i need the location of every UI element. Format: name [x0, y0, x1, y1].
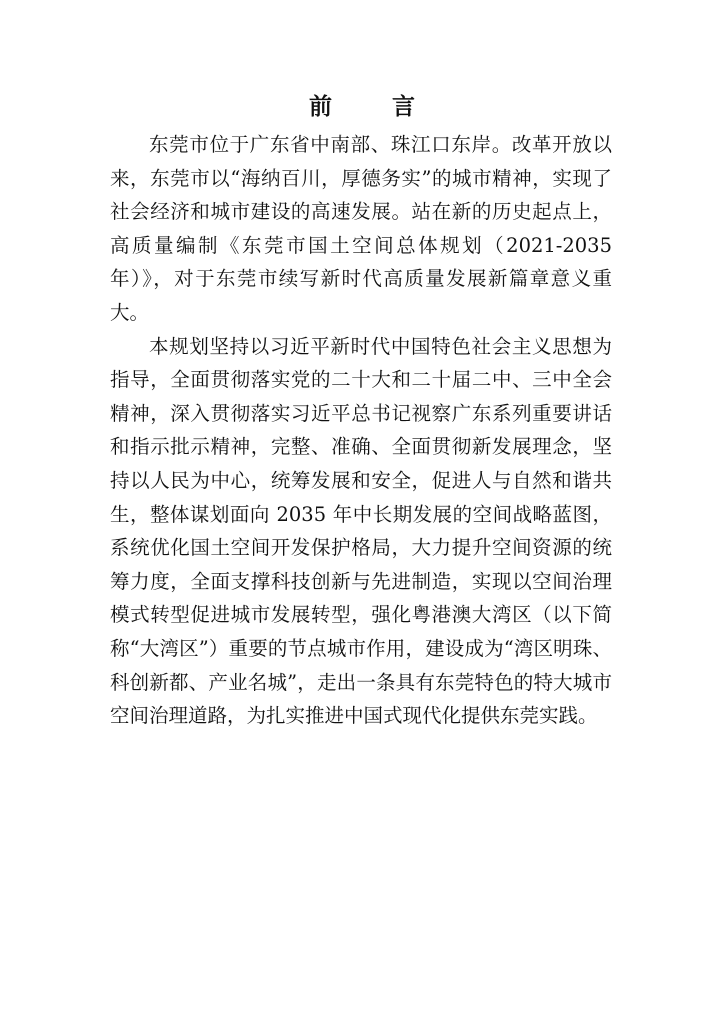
page-title: 前 言 [308, 93, 441, 120]
paragraph-planning: 本规划坚持以习近平新时代中国特色社会主义思想为指导，全面贯彻落实党的二十大和二十届二中、三中全会精神，深入贯彻落实习近平总书记视察广东系列重要讲话和指示批示精神，完整、准确、全面贯彻新发展理念，坚持以人民为中心，统筹发展和安全，促进人与自然和谐共生，整体谋划面向 2035 年中长期发展的空间战略蓝图，系统优化国土空间开发保护格局，大力提升空间资源的统筹力度，全面支撑科技创新与先进制造，实现以空间治理模式转型促进城市发展转型，强化粤港澳大湾区（以下简称“大湾区”）重要的节点城市作用，建设成为“湾区明珠、科创新都、产业名城”，走出一条具有东莞特色的特大城市空间治理道路，为扎实推进中国式现代化提供东莞实践。 [110, 334, 612, 728]
document-body [110, 128, 612, 733]
paragraph-intro: 东莞市位于广东省中南部、珠江口东岸。改革开放以来，东莞市以“海纳百川，厚德务实”的城市精神，实现了社会经济和城市建设的高速发展。站在新的历史起点上，高质量编制《东莞市国土空间总体规划（2021-2035年）》，对于东莞市续写新时代高质量发展新篇章意义重大。 [110, 133, 612, 324]
